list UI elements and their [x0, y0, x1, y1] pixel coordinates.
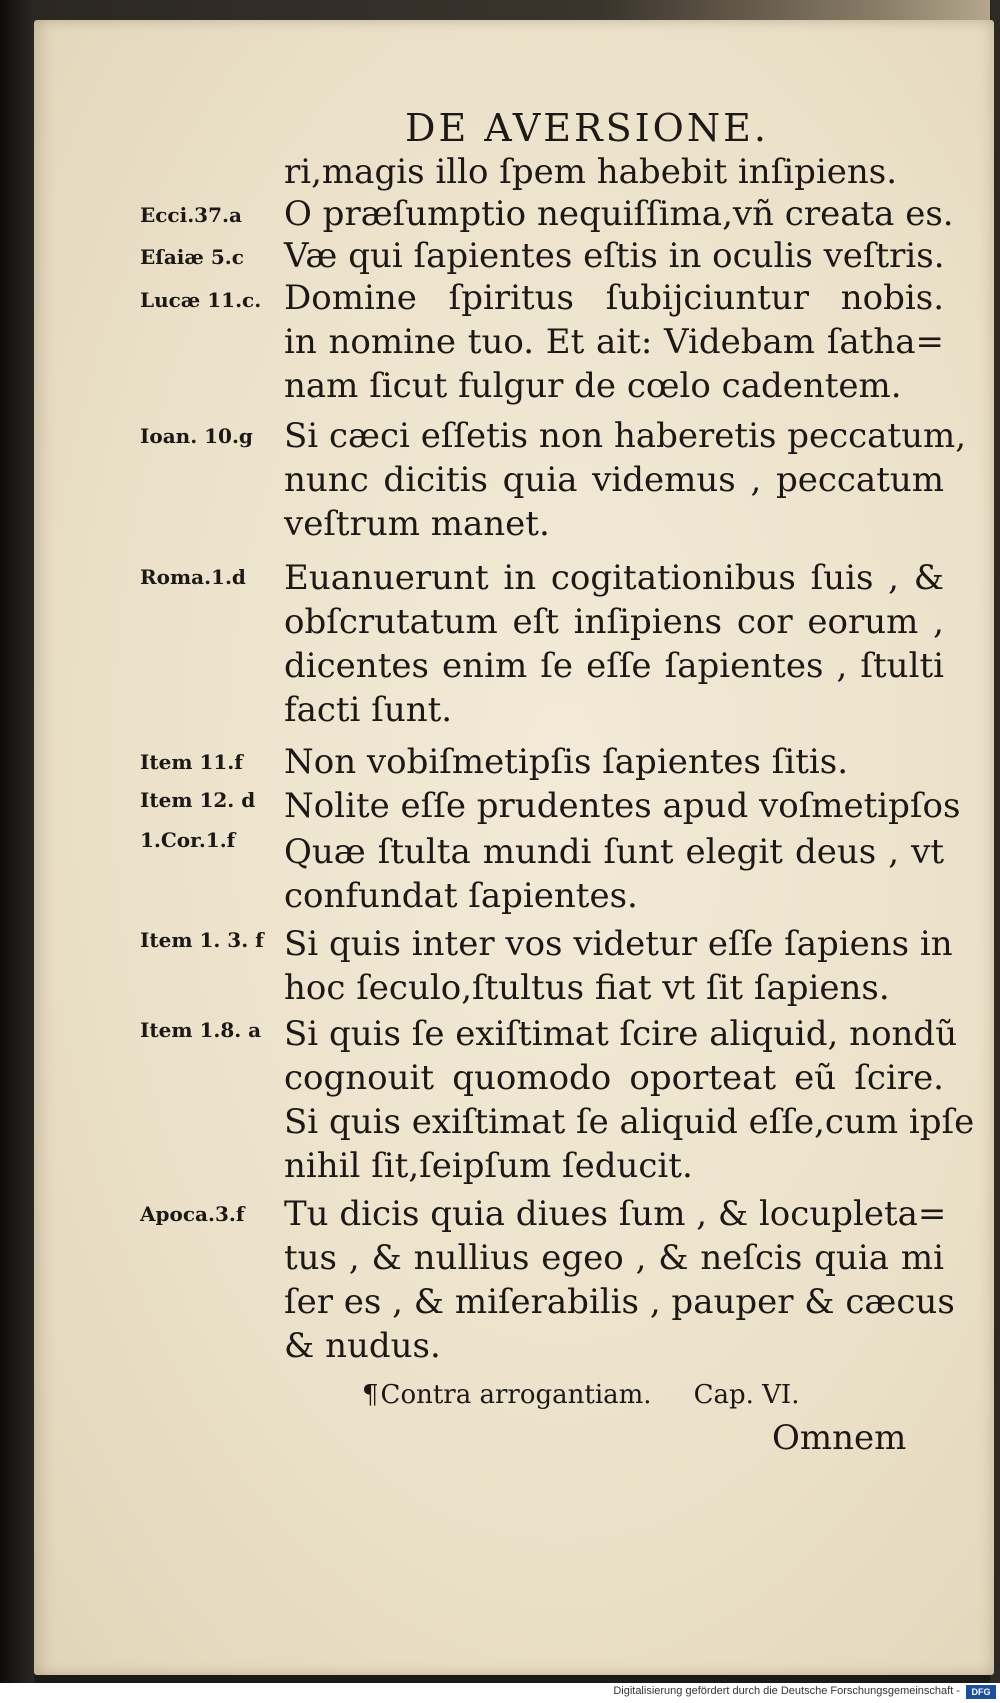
text-line: & nudus.: [284, 1326, 441, 1366]
scan-top-edge: [0, 0, 1000, 22]
text-line: Si cæci eſſetis non haberetis peccatum,: [284, 416, 967, 456]
text-line: veſtrum manet.: [284, 504, 550, 544]
text-line: tus , & nullius egeo , & neſcis quia mi: [284, 1238, 944, 1278]
marginal-reference: Item 11.f: [140, 750, 243, 774]
chapter-number: Cap. VI.: [693, 1380, 800, 1410]
text-line: ſer es , & miſerabilis , pauper & cæcus: [284, 1282, 955, 1322]
section-title: Contra arrogantiam.: [380, 1380, 652, 1410]
text-line: dicentes enim ſe eſſe ſapientes , ſtulti: [284, 646, 944, 686]
marginal-reference: Item 12. d: [140, 788, 256, 812]
funding-credit: Digitalisierung gefördert durch die Deutsche Forschungsgemeinschaft -: [613, 1685, 960, 1697]
text-line: confundat ſapientes.: [284, 876, 638, 916]
section-heading: [362, 1380, 922, 1410]
text-line: Nolite eſſe prudentes apud voſmetipſos: [284, 786, 961, 826]
text-line: Domine ſpiritus ſubijciuntur nobis.: [284, 278, 944, 318]
text-line: cognouit quomodo oporteat eũ ſcire.: [284, 1058, 944, 1098]
book-binding-edge: [0, 0, 34, 1703]
marginal-reference: Lucæ 11.c.: [140, 288, 262, 312]
text-line: ri,magis illo ſpem habebit inſipiens.: [284, 152, 898, 192]
text-line: Quæ ſtulta mundi ſunt elegit deus , vt: [284, 832, 944, 872]
text-line: nunc dicitis quia videmus , peccatum: [284, 460, 944, 500]
text-line: Væ qui ſapientes eſtis in oculis veſtris.: [284, 236, 945, 276]
pilcrow-mark: ¶: [362, 1380, 379, 1410]
marginal-reference: Roma.1.d: [140, 565, 246, 589]
text-line: Si quis inter vos videtur eſſe ſapiens in: [284, 924, 953, 964]
running-head: DE AVERSIONE.: [405, 106, 769, 150]
text-line: Si quis ſe exiſtimat ſcire aliquid, nondũ: [284, 1014, 958, 1054]
marginal-reference: Eſaiæ 5.c: [140, 245, 244, 269]
marginal-reference: Apoca.3.f: [140, 1202, 245, 1226]
text-line: nihil ſit,ſeipſum ſeducit.: [284, 1146, 693, 1186]
text-line: O præſumptio nequiſſima,vñ creata es.: [284, 194, 954, 234]
catchword: Omnem: [772, 1418, 907, 1458]
marginal-reference: Item 1.8. a: [140, 1018, 262, 1042]
text-line: facti ſunt.: [284, 690, 453, 730]
text-line: in nomine tuo. Et ait: Videbam ſatha=: [284, 322, 944, 362]
marginal-reference: Ioan. 10.g: [140, 424, 253, 448]
marginal-reference: 1.Cor.1.f: [140, 828, 236, 852]
dfg-logo: DFG: [966, 1685, 996, 1699]
text-line: obſcrutatum eſt inſipiens cor eorum ,: [284, 602, 944, 642]
text-line: Non vobiſmetipſis ſapientes ſitis.: [284, 742, 849, 782]
text-line: hoc ſeculo,ſtultus fiat vt ſit ſapiens.: [284, 968, 890, 1008]
marginal-reference: Ecci.37.a: [140, 203, 242, 227]
text-line: Euanuerunt in cogitationibus ſuis , &: [284, 558, 944, 598]
text-line: Si quis exiſtimat ſe aliquid eſſe,cum ipſe: [284, 1102, 975, 1142]
text-line: Tu dicis quia diues ſum , & locupleta=: [284, 1194, 947, 1234]
text-line: nam ſicut fulgur de cœlo cadentem.: [284, 366, 902, 406]
marginal-reference: Item 1. 3. f: [140, 928, 264, 952]
